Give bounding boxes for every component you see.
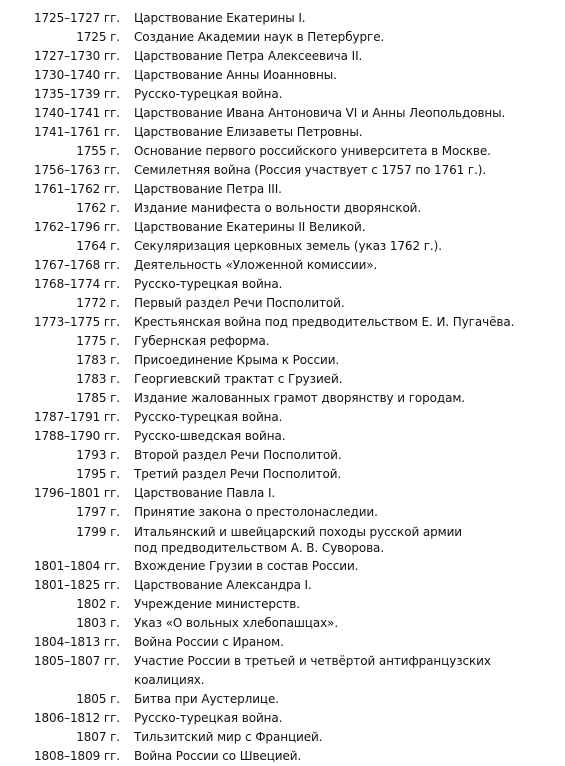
chronology-entry [0,633,565,652]
chronology-entry [0,446,565,465]
entry-description: Семилетняя война (Россия участвует с 1757 по 1761 г.). [134,163,487,177]
entry-description: Царствование Александра I. [134,578,312,592]
entry-description: Царствование Екатерины II Великой. [134,220,366,234]
chronology-entry [0,595,565,614]
entry-description: Второй раздел Речи Посполитой. [134,448,342,462]
entry-date: 1725 г. [76,30,120,44]
chronology-entry [0,237,565,256]
entry-description: Первый раздел Речи Посполитой. [134,296,345,310]
chronology-entry [0,503,565,522]
chronology-entry [0,747,565,766]
entry-date: 1762–1796 гг. [33,220,120,234]
entry-date: 1806–1812 гг. [33,711,120,725]
entry-description: Русско-турецкая война. [134,410,283,424]
chronology-entry [0,9,565,28]
chronology-entry [0,66,565,85]
entry-date: 1795 г. [76,467,120,481]
entry-date: 1801–1825 гг. [33,578,120,592]
entry-description: Царствование Анны Иоанновны. [134,68,337,82]
entry-date: 1727–1730 гг. [33,49,120,63]
entry-description: Основание первого российского университета в Москве. [134,144,491,158]
entry-date: 1764 г. [76,239,120,253]
entry-description: Война России со Швецией. [134,749,302,763]
entry-date: 1805 г. [76,692,120,706]
chronology-entry [0,47,565,66]
chronology-entry [0,218,565,237]
chronology-entry [0,389,565,408]
entry-date: 1725–1727 гг. [33,11,120,25]
entry-description: Битва при Аустерлице. [134,692,279,706]
entry-date: 1797 г. [76,505,120,519]
chronology-entry [0,690,565,709]
chronology-entry [0,576,565,595]
entry-description: Издание жалованных грамот дворянству и городам. [134,391,466,405]
entry-date: 1775 г. [76,334,120,348]
entry-description: Принятие закона о престолонаследии. [134,505,378,519]
chronology-entry [0,294,565,313]
chronology-entry [0,427,565,446]
chronology-entry [0,557,565,576]
entry-description: Крестьянская война под предводительством Е. И. Пугачёва. [134,315,515,329]
chronology-list [0,9,565,766]
entry-date: 1730–1740 гг. [33,68,120,82]
chronology-entry [0,484,565,503]
chronology-entry [0,161,565,180]
chronology-entry [0,28,565,47]
entry-date: 1767–1768 гг. [33,258,120,272]
entry-description: Участие России в третьей и четвёртой антифранцузских коалициях. [134,654,491,687]
entry-description: Русско-шведская война. [134,429,286,443]
entry-description: Царствование Екатерины I. [134,11,306,25]
entry-date: 1773–1775 гг. [33,315,120,329]
chronology-entry [0,256,565,275]
entry-description: Вхождение Грузии в состав России. [134,559,359,573]
entry-date: 1796–1801 гг. [33,486,120,500]
entry-description: Тильзитский мир с Францией. [134,730,323,744]
entry-date: 1756–1763 гг. [33,163,120,177]
entry-description: Создание Академии наук в Петербурге. [134,30,385,44]
entry-date: 1801–1804 гг. [33,559,120,573]
entry-date: 1803 г. [76,616,120,630]
chronology-entry [0,465,565,484]
chronology-entry [0,180,565,199]
chronology-entry [0,522,565,557]
entry-date: 1788–1790 гг. [33,429,120,443]
entry-date: 1793 г. [76,448,120,462]
chronology-entry [0,408,565,427]
entry-description: Учреждение министерств. [134,597,300,611]
chronology-entry [0,313,565,332]
entry-description: Царствование Елизаветы Петровны. [134,125,363,139]
entry-date: 1768–1774 гг. [33,277,120,291]
chronology-entry [0,275,565,294]
entry-description: Русско-турецкая война. [134,277,283,291]
chronology-entry [0,123,565,142]
chronology-entry [0,85,565,104]
chronology-entry [0,142,565,161]
entry-description: Царствование Петра III. [134,182,282,196]
entry-description: Присоединение Крыма к России. [134,353,340,367]
entry-date: 1799 г. [76,525,120,539]
entry-date: 1783 г. [76,353,120,367]
chronology-entry [0,614,565,633]
entry-date: 1741–1761 гг. [33,125,120,139]
entry-description: Указ «О вольных хлебопашцах». [134,616,339,630]
entry-date: 1787–1791 гг. [33,410,120,424]
entry-description: Царствование Петра Алексеевича II. [134,49,363,63]
entry-description: Русско-турецкая война. [134,87,283,101]
entry-date: 1740–1741 гг. [33,106,120,120]
chronology-entry [0,332,565,351]
chronology-entry [0,728,565,747]
entry-date: 1807 г. [76,730,120,744]
entry-date: 1762 г. [76,201,120,215]
entry-description: Деятельность «Уложенной комиссии». [134,258,378,272]
entry-date: 1802 г. [76,597,120,611]
entry-date: 1761–1762 гг. [33,182,120,196]
entry-date: 1808–1809 гг. [33,749,120,763]
entry-description: Война России с Ираном. [134,635,284,649]
entry-date: 1772 г. [76,296,120,310]
chronology-entry [0,351,565,370]
entry-date: 1735–1739 гг. [33,87,120,101]
entry-description: Русско-турецкая война. [134,711,283,725]
entry-description: Георгиевский трактат с Грузией. [134,372,343,386]
entry-description: Третий раздел Речи Посполитой. [134,467,342,481]
entry-description: Издание манифеста о вольности дворянской. [134,201,422,215]
entry-date: 1805–1807 гг. [33,654,120,668]
chronology-entry [0,199,565,218]
chronology-entry [0,652,565,690]
chronology-entry [0,709,565,728]
entry-description: Царствование Ивана Антоновича VI и Анны Леопольдовны. [134,106,506,120]
entry-description: Секуляризация церковных земель (указ 1762 г.). [134,239,442,253]
entry-description: Итальянский и швейцарский походы русской армии под предводительством А. В. Суворова. [134,525,462,555]
entry-date: 1755 г. [76,144,120,158]
entry-description: Царствование Павла I. [134,486,276,500]
chronology-entry [0,104,565,123]
entry-description: Губернская реформа. [134,334,270,348]
entry-date: 1785 г. [76,391,120,405]
entry-date: 1804–1813 гг. [33,635,120,649]
chronology-entry [0,370,565,389]
entry-date: 1783 г. [76,372,120,386]
